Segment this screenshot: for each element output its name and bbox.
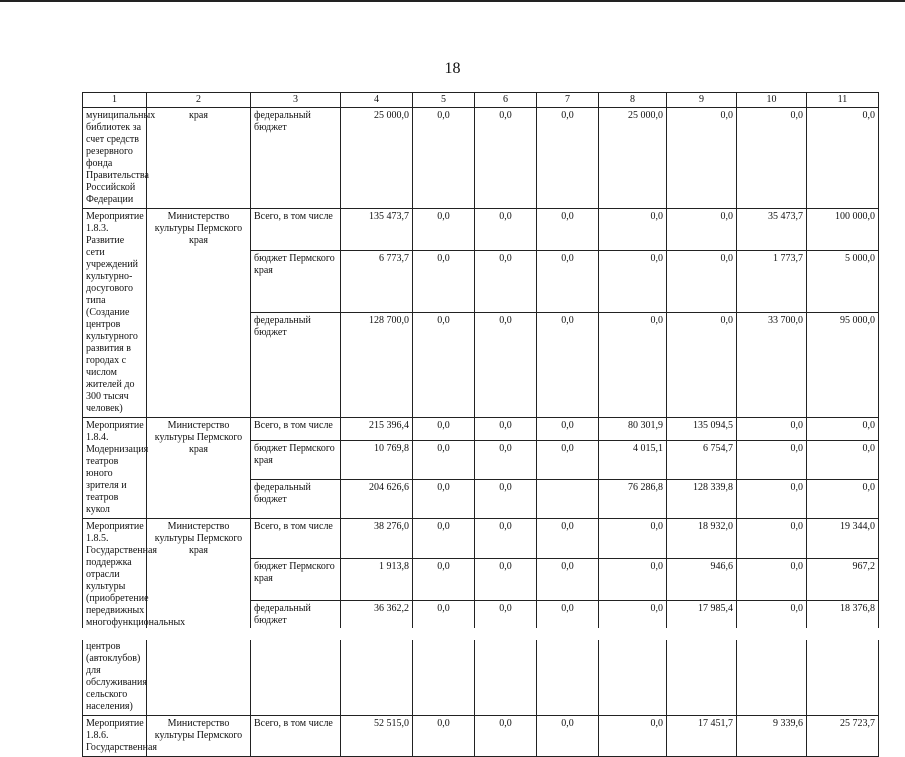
header-row [83,93,879,108]
measure-name: Мероприятие 1.8.3. Развитие сети учреждений культурно-досугового типа (Создание центров культурного развития в городах с числом жителей до 300 тысяч человек) [83,209,147,418]
amount-cell: 0,0 [737,559,807,601]
amount-cell: 0,0 [599,519,667,559]
amount-cell: 0,0 [537,209,599,251]
amount-cell: 1 773,7 [737,250,807,313]
amount-cell: 25 000,0 [599,108,667,209]
amount-cell: 0,0 [599,559,667,601]
amount-cell: 0,0 [475,519,537,559]
amount-cell: 0,0 [475,600,537,715]
amount-cell: 215 396,4 [341,418,413,441]
responsible-org: Министерство культуры Пермского края [147,519,251,716]
amount-cell: 18 376,8 [807,600,879,715]
funding-source: федеральный бюджет [251,313,341,418]
measure-name: Мероприятие 1.8.4. Модернизация театров юного зрителя и театров кукол [83,418,147,519]
amount-cell: 128 700,0 [341,313,413,418]
amount-cell: 0,0 [737,519,807,559]
amount-cell: 0,0 [413,600,475,715]
amount-cell: 0,0 [475,716,537,757]
amount-cell: 0,0 [599,313,667,418]
amount-cell: 0,0 [807,418,879,441]
top-rule [0,0,905,2]
amount-cell: 0,0 [537,440,599,479]
responsible-org: края [147,108,251,209]
amount-cell: 0,0 [537,108,599,209]
amount-cell: 25 000,0 [341,108,413,209]
amount-cell: 0,0 [537,559,599,601]
amount-cell: 0,0 [807,108,879,209]
column-header: 5 [413,93,475,108]
amount-cell: 0,0 [537,313,599,418]
page-bottom-edge [0,628,905,640]
amount-cell: 76 286,8 [599,479,667,518]
amount-cell: 6 754,7 [667,440,737,479]
amount-cell: 17 451,7 [667,716,737,757]
amount-cell: 0,0 [599,716,667,757]
amount-cell: 6 773,7 [341,250,413,313]
responsible-org: Министерство культуры Пермского [147,716,251,757]
amount-cell: 0,0 [599,600,667,715]
amount-cell: 0,0 [667,313,737,418]
amount-cell: 0,0 [667,108,737,209]
amount-cell: 0,0 [475,250,537,313]
budget-table [82,92,879,757]
amount-cell: 0,0 [475,559,537,601]
amount-cell: 0,0 [537,716,599,757]
amount-cell: 0,0 [599,209,667,251]
amount-cell: 18 932,0 [667,519,737,559]
funding-source: федеральный бюджет [251,108,341,209]
column-header: 3 [251,93,341,108]
column-header: 10 [737,93,807,108]
amount-cell: 0,0 [737,600,807,715]
amount-cell: 0,0 [413,250,475,313]
amount-cell: 0,0 [413,418,475,441]
funding-source: Всего, в том числе [251,716,341,757]
funding-source: бюджет Пермского края [251,440,341,479]
amount-cell: 0,0 [737,440,807,479]
amount-cell: 0,0 [413,559,475,601]
amount-cell: 0,0 [413,479,475,518]
amount-cell: 25 723,7 [807,716,879,757]
amount-cell: 0,0 [599,250,667,313]
column-header: 9 [667,93,737,108]
amount-cell: 1 913,8 [341,559,413,601]
responsible-org: Министерство культуры Пермского края [147,209,251,418]
amount-cell: 0,0 [667,250,737,313]
table-row [83,209,879,251]
amount-cell: 967,2 [807,559,879,601]
amount-cell: 0,0 [537,519,599,559]
funding-source: Всего, в том числе [251,209,341,251]
funding-source: Всего, в том числе [251,519,341,559]
amount-cell: 0,0 [667,209,737,251]
amount-cell: 135 094,5 [667,418,737,441]
amount-cell: 128 339,8 [667,479,737,518]
amount-cell: 0,0 [737,418,807,441]
amount-cell: 52 515,0 [341,716,413,757]
amount-cell: 80 301,9 [599,418,667,441]
funding-source: бюджет Пермского края [251,250,341,313]
amount-cell: 4 015,1 [599,440,667,479]
amount-cell: 0,0 [413,716,475,757]
amount-cell: 0,0 [413,108,475,209]
column-header: 1 [83,93,147,108]
amount-cell: 0,0 [537,600,599,715]
measure-name: Мероприятие 1.8.5. Государственная поддержка отрасли культуры (приобретение передвижных многофункциональных центров (автоклубов) для обслуживания сельского населения) [83,519,147,716]
amount-cell: 0,0 [475,209,537,251]
column-header: 11 [807,93,879,108]
amount-cell: 0,0 [413,519,475,559]
amount-cell: 204 626,6 [341,479,413,518]
table-row [83,418,879,441]
amount-cell: 9 339,6 [737,716,807,757]
amount-cell: 100 000,0 [807,209,879,251]
amount-cell: 0,0 [475,418,537,441]
funding-source: бюджет Пермского края [251,559,341,601]
amount-cell: 17 985,4 [667,600,737,715]
amount-cell: 38 276,0 [341,519,413,559]
amount-cell: 0,0 [475,108,537,209]
funding-source: федеральный бюджет [251,479,341,518]
amount-cell: 33 700,0 [737,313,807,418]
amount-cell: 946,6 [667,559,737,601]
amount-cell: 19 344,0 [807,519,879,559]
column-header: 8 [599,93,667,108]
amount-cell: 10 769,8 [341,440,413,479]
amount-cell: 0,0 [537,250,599,313]
page-number: 18 [444,60,461,77]
amount-cell: 0,0 [413,313,475,418]
table-row [83,108,879,209]
amount-cell: 36 362,2 [341,600,413,715]
amount-cell [537,479,599,518]
amount-cell: 0,0 [413,440,475,479]
amount-cell: 0,0 [807,479,879,518]
column-header: 7 [537,93,599,108]
amount-cell: 5 000,0 [807,250,879,313]
responsible-org: Министерство культуры Пермского края [147,418,251,519]
table-row [83,716,879,757]
column-header: 2 [147,93,251,108]
amount-cell: 0,0 [475,479,537,518]
funding-source: Всего, в том числе [251,418,341,441]
amount-cell: 95 000,0 [807,313,879,418]
measure-name: муниципальных библиотек за счет средств резервного фонда Правительства Российской Федерации [83,108,147,209]
column-header: 6 [475,93,537,108]
funding-source: федеральный бюджет [251,600,341,715]
amount-cell: 0,0 [475,440,537,479]
table-row [83,519,879,559]
amount-cell: 135 473,7 [341,209,413,251]
amount-cell: 0,0 [413,209,475,251]
amount-cell: 0,0 [807,440,879,479]
amount-cell: 0,0 [537,418,599,441]
amount-cell: 35 473,7 [737,209,807,251]
column-header: 4 [341,93,413,108]
amount-cell: 0,0 [737,108,807,209]
amount-cell: 0,0 [475,313,537,418]
amount-cell: 0,0 [737,479,807,518]
measure-name: Мероприятие 1.8.6. Государственная [83,716,147,757]
